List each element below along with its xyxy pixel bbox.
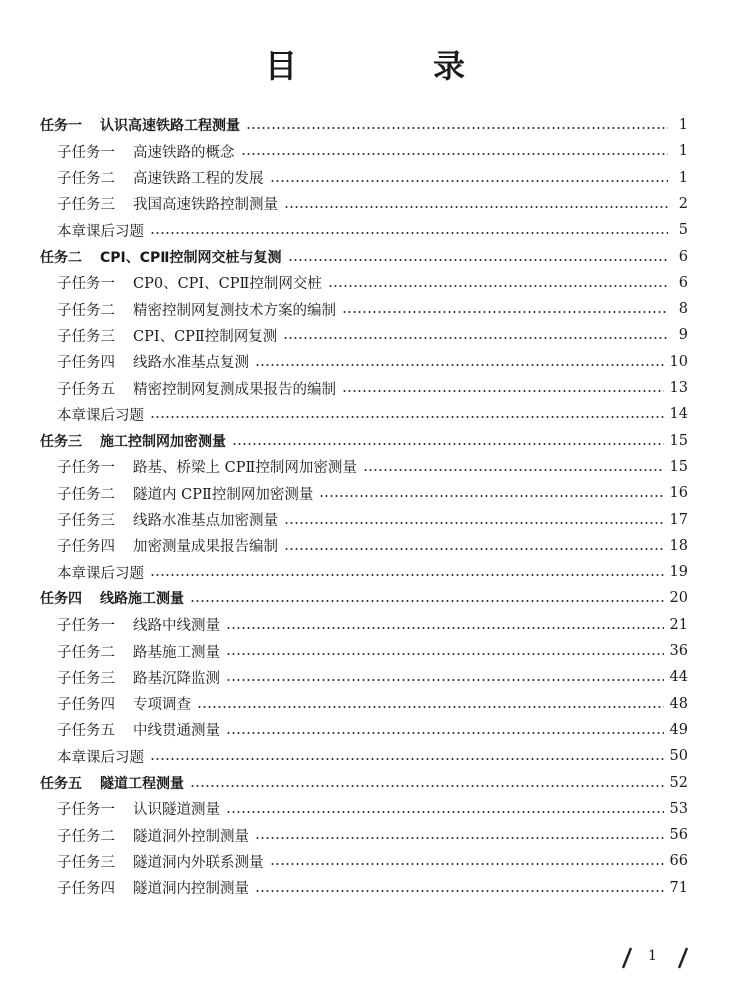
toc-entry-label [57, 798, 220, 819]
toc-entry-label [57, 535, 278, 556]
toc-entry-number: 子任务四 [57, 697, 115, 714]
toc-page-number: 48 [669, 695, 688, 712]
dot-leader [342, 311, 668, 313]
page-number: 1 [648, 948, 657, 964]
toc-entry-text: 本章课后习题 [57, 407, 144, 424]
toc-page-number: 6 [678, 248, 688, 265]
toc-subtask-entry[interactable] [0, 848, 730, 874]
toc-page-number: 18 [669, 537, 688, 554]
toc-page-number: 50 [669, 748, 688, 765]
toc-page-number: 49 [669, 721, 688, 738]
page-footer [620, 944, 692, 974]
dot-leader [255, 890, 664, 892]
toc-subtask-entry[interactable] [0, 612, 730, 638]
toc-subtask-entry[interactable] [0, 507, 730, 533]
toc-entry-number: 子任务二 [57, 302, 115, 319]
toc-entry-text: 隧道内 CPⅡ控制网加密测量 [133, 486, 314, 503]
toc-entry-label [57, 851, 264, 872]
dot-leader [241, 153, 669, 155]
toc-entry-number: 子任务一 [57, 276, 115, 293]
toc-entry-number: 子任务一 [57, 144, 115, 161]
toc-subtask-entry[interactable] [0, 401, 730, 427]
dot-leader [342, 390, 664, 392]
toc-page-number: 1 [678, 143, 688, 160]
dot-leader [150, 416, 664, 418]
toc-page-number: 52 [669, 774, 688, 791]
toc-entry-text: 隧道洞外控制测量 [133, 828, 249, 845]
toc-page-number: 1 [678, 169, 688, 186]
toc-entry-label [40, 431, 226, 451]
toc-entry-text: 认识隧道测量 [133, 802, 220, 819]
toc-page-number: 6 [678, 274, 688, 291]
dot-leader [226, 679, 664, 681]
toc-entry-label [40, 115, 240, 135]
toc-entry-number: 子任务一 [57, 618, 115, 635]
toc-page-number: 17 [669, 511, 688, 528]
toc-entry-number: 子任务三 [57, 513, 115, 529]
toc-entry-label [57, 272, 322, 293]
toc-entry-label [57, 877, 249, 898]
toc-page-number: 19 [669, 564, 688, 581]
dot-leader [283, 337, 668, 339]
dot-leader [255, 364, 664, 366]
toc-entry-text: 专项调查 [133, 697, 191, 714]
toc-entry-label [57, 378, 336, 399]
toc-entry-text: 路基沉降监测 [133, 670, 220, 687]
dot-leader [197, 706, 664, 708]
toc-entry-text: 认识高速铁路工程测量 [100, 118, 240, 134]
toc-entry-number: 子任务二 [57, 828, 115, 845]
toc-entry-text: 隧道洞内控制测量 [133, 881, 249, 898]
toc-entry-number: 任务五 [40, 775, 82, 792]
dot-leader [150, 758, 664, 760]
dot-leader [190, 600, 664, 602]
toc-entry-text: CP0、CPⅠ、CPⅡ控制网交桩 [133, 276, 322, 293]
toc-entry-text: 加密测量成果报告编制 [133, 539, 278, 556]
toc-entry-text: 精密控制网复测成果报告的编制 [133, 381, 336, 398]
toc-entry-number: 子任务四 [57, 355, 115, 372]
toc-task-entry[interactable] [0, 428, 730, 454]
toc-page-number: 8 [678, 301, 688, 318]
toc-task-entry[interactable] [0, 112, 730, 138]
toc-subtask-entry[interactable] [0, 375, 730, 401]
toc-subtask-entry[interactable] [0, 638, 730, 664]
toc-entry-label [57, 325, 277, 346]
toc-entry-text: 路基施工测量 [133, 644, 220, 661]
toc-entry-number: 任务三 [40, 433, 82, 450]
toc-page-number: 36 [669, 643, 688, 659]
toc-entry-text: 施工控制网加密测量 [100, 433, 226, 450]
toc-page-number: 15 [669, 458, 688, 475]
toc-subtask-entry[interactable] [0, 533, 730, 559]
toc-entry-label [57, 509, 278, 530]
toc-page-number: 53 [669, 800, 688, 817]
toc-entry-text: 本章课后习题 [57, 223, 144, 240]
toc-entry-text: 中线贯通测量 [133, 723, 220, 740]
toc-entry-text: 隧道洞内外联系测量 [133, 854, 264, 871]
toc-page-number: 1 [678, 117, 688, 133]
toc-task-entry[interactable] [0, 585, 730, 611]
dot-leader [288, 259, 668, 261]
toc-subtask-entry[interactable] [0, 322, 730, 348]
toc-entry-number: 子任务四 [57, 539, 115, 556]
toc-entry-label [40, 247, 282, 267]
dot-leader [284, 206, 668, 208]
toc-entry-text: CPⅠ、CPⅡ控制网复测 [133, 328, 278, 345]
toc-page-number: 21 [669, 616, 688, 633]
toc-entry-text: 隧道工程测量 [100, 775, 184, 792]
dot-leader [150, 574, 664, 576]
dot-leader [226, 627, 664, 629]
toc-entry-number: 任务四 [40, 591, 82, 608]
toc-entry-text: 高速铁路工程的发展 [133, 171, 264, 188]
toc-entry-text: 本章课后习题 [57, 565, 144, 582]
toc-entry-text: 高速铁路的概念 [133, 144, 235, 161]
toc-subtask-entry[interactable] [0, 270, 730, 296]
toc-entry-number: 子任务一 [57, 802, 115, 819]
toc-page-number: 16 [669, 485, 688, 502]
dot-leader [232, 443, 664, 445]
dot-leader [284, 548, 664, 550]
toc-entry-text: 路基、桥梁上 CPⅡ控制网加密测量 [133, 460, 357, 477]
toc-subtask-entry[interactable] [0, 480, 730, 506]
toc-entry-label [57, 614, 220, 635]
toc-entry-number: 子任务一 [57, 460, 115, 477]
toc-entry-number: 子任务二 [57, 486, 115, 503]
toc-subtask-entry[interactable] [0, 296, 730, 322]
toc-entry-label [57, 719, 220, 740]
dot-leader [190, 785, 664, 787]
toc-entry-label [57, 220, 144, 241]
toc-page-number: 9 [678, 327, 688, 344]
dot-leader [270, 180, 669, 182]
toc-entry-label [40, 773, 184, 793]
toc-entry-text: 线路水准基点复测 [133, 355, 249, 372]
toc-entry-label [57, 667, 220, 688]
dot-leader [226, 732, 664, 734]
toc-page-number: 56 [669, 827, 688, 844]
toc-subtask-entry[interactable] [0, 796, 730, 822]
dot-leader [150, 232, 668, 234]
dot-leader [246, 127, 668, 129]
toc-entry-label [57, 299, 336, 320]
toc-entry-number: 任务一 [40, 118, 82, 134]
toc-entry-label [57, 141, 235, 162]
toc-entry-label [57, 693, 191, 714]
toc-entry-number: 子任务三 [57, 197, 115, 214]
toc-entry-number: 子任务五 [57, 381, 115, 398]
toc-page-number: 13 [669, 380, 688, 396]
toc-entry-label [57, 825, 249, 846]
toc-entry-text: 线路中线测量 [133, 618, 220, 635]
toc-entry-label [40, 588, 184, 608]
toc-page-number: 20 [669, 590, 688, 607]
toc-page-number: 71 [669, 879, 688, 896]
toc-page-number: 14 [669, 406, 688, 423]
toc-page-number: 66 [669, 853, 688, 870]
toc-entry-number: 子任务二 [57, 644, 115, 661]
toc-entry-text: CPⅠ、CPⅡ控制网交桩与复测 [100, 249, 282, 266]
toc-subtask-entry[interactable] [0, 717, 730, 743]
toc-entry-text: 精密控制网复测技术方案的编制 [133, 302, 336, 319]
toc-page-number: 44 [669, 669, 688, 686]
toc-task-entry[interactable] [0, 244, 730, 270]
toc-page-number: 10 [669, 353, 688, 370]
toc-entry-number: 子任务三 [57, 670, 115, 687]
toc-entry-label [57, 193, 278, 214]
toc-entry-number: 子任务三 [57, 854, 115, 871]
slash-left-icon [620, 946, 634, 970]
toc-subtask-entry[interactable] [0, 217, 730, 243]
dot-leader [270, 863, 664, 865]
toc-entry-number: 任务二 [40, 249, 82, 266]
toc-subtask-entry[interactable] [0, 664, 730, 690]
toc-page-number: 15 [669, 432, 688, 449]
toc-entry-number: 子任务四 [57, 881, 115, 898]
toc-entry-label [57, 456, 357, 477]
toc-subtask-entry[interactable] [0, 743, 730, 769]
toc-entry-text: 线路施工测量 [100, 591, 184, 608]
toc-entry-label [57, 404, 144, 425]
toc-entry-text: 本章课后习题 [57, 749, 144, 766]
toc-subtask-entry[interactable] [0, 559, 730, 585]
dot-leader [284, 522, 664, 524]
page-title: 目 录 [264, 47, 517, 85]
toc-subtask-entry[interactable] [0, 165, 730, 191]
toc-entry-label [57, 562, 144, 583]
slash-right-icon [676, 946, 690, 970]
toc-entry-label [57, 641, 220, 662]
toc-subtask-entry[interactable] [0, 138, 730, 164]
toc-subtask-entry[interactable] [0, 454, 730, 480]
toc-entry-text: 线路水准基点加密测量 [133, 513, 278, 529]
dot-leader [226, 653, 664, 655]
dot-leader [226, 811, 664, 813]
toc-page-number: 5 [678, 222, 688, 239]
toc-subtask-entry[interactable] [0, 822, 730, 848]
dot-leader [255, 837, 664, 839]
toc-subtask-entry[interactable] [0, 691, 730, 717]
toc-entry-label [57, 746, 144, 767]
toc-subtask-entry[interactable] [0, 349, 730, 375]
dot-leader [363, 469, 664, 471]
toc-entry-number: 子任务五 [57, 723, 115, 740]
dot-leader [319, 495, 663, 497]
toc-entry-label [57, 483, 313, 504]
toc-task-entry[interactable] [0, 770, 730, 796]
toc-entry-label [57, 351, 249, 372]
toc-entry-label [57, 167, 264, 188]
toc-entry-text: 我国高速铁路控制测量 [133, 197, 278, 214]
dot-leader [328, 285, 668, 287]
toc-subtask-entry[interactable] [0, 191, 730, 217]
toc-subtask-entry[interactable] [0, 875, 730, 901]
toc-page-number: 2 [678, 195, 688, 212]
toc-entry-number: 子任务三 [57, 328, 115, 345]
toc-entry-number: 子任务二 [57, 171, 115, 188]
